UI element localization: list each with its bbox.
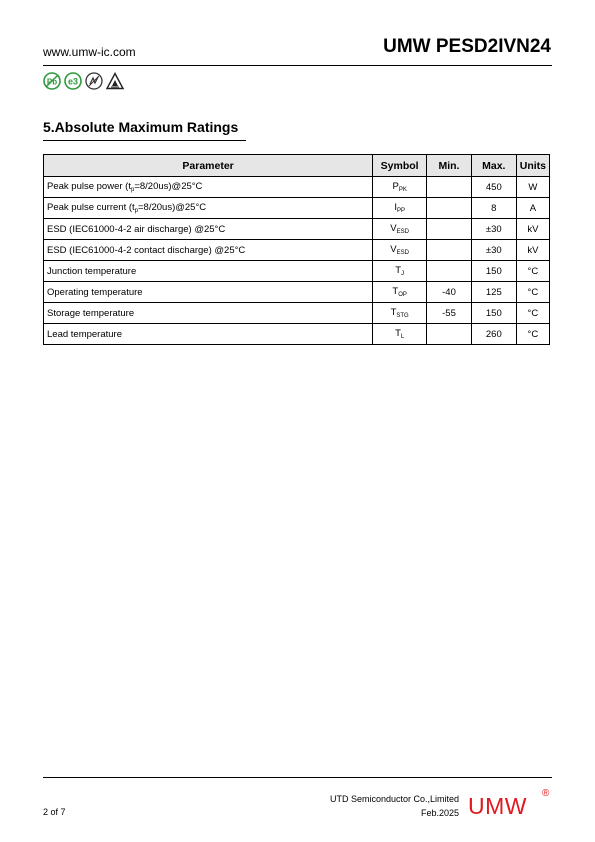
param-text: Peak pulse power (t (47, 181, 131, 192)
min-cell: -55 (427, 303, 472, 324)
compliance-icons (43, 72, 124, 90)
symbol-letter: T (395, 265, 402, 276)
svg-text:e3: e3 (67, 76, 79, 87)
umw-logo: UMW (468, 793, 527, 819)
issue-date: Feb.2025 (420, 808, 459, 818)
esd-warning-icon (106, 72, 124, 90)
table-row (44, 282, 550, 303)
symbol-letter: T (392, 286, 399, 297)
min-cell (427, 261, 472, 282)
table-row (44, 324, 550, 345)
symbol-cell (373, 282, 427, 303)
max-cell: 450 (471, 177, 516, 198)
max-cell: 125 (471, 282, 516, 303)
max-cell: 150 (471, 261, 516, 282)
header-min: Min. (427, 155, 472, 177)
max-cell: 8 (471, 198, 516, 219)
min-cell (427, 198, 472, 219)
min-cell (427, 240, 472, 261)
footer-rule (43, 777, 552, 778)
ratings-table (43, 154, 550, 345)
header-max: Max. (471, 155, 516, 177)
param-text: Operating temperature (47, 286, 143, 298)
symbol-letter: I (394, 202, 397, 213)
param-text: Lead temperature (47, 328, 122, 340)
param-cell (44, 324, 373, 345)
unit-cell: A (516, 198, 549, 219)
max-cell: ±30 (471, 219, 516, 240)
symbol-sub: OP (398, 292, 407, 298)
halogen-free-icon (85, 72, 103, 90)
param-text-tail: =8/20us)@25°C (134, 181, 203, 192)
param-sub: p (134, 208, 138, 214)
table-row (44, 261, 550, 282)
symbol-letter: T (390, 307, 397, 318)
symbol-sub: ESD (396, 229, 409, 235)
param-text-tail: =8/20us)@25°C (138, 202, 207, 213)
param-cell (44, 240, 373, 261)
table-row (44, 303, 550, 324)
symbol-cell (373, 240, 427, 261)
svg-text:Pb: Pb (46, 77, 58, 87)
section-title: 5.Absolute Maximum Ratings (43, 119, 239, 135)
max-cell: 260 (471, 324, 516, 345)
page-number: 2 of 7 (43, 807, 66, 817)
symbol-sub: PK (398, 187, 407, 193)
symbol-letter: T (395, 328, 401, 339)
param-sub: p (130, 187, 135, 193)
header-rule (43, 65, 552, 66)
e3-icon (64, 72, 82, 90)
symbol-letter: V (390, 244, 397, 255)
unit-cell: °C (516, 303, 549, 324)
unit-cell: kV (516, 240, 549, 261)
symbol-sub: ESD (396, 250, 409, 256)
symbol-cell (373, 177, 427, 198)
min-cell: -40 (427, 282, 472, 303)
symbol-cell (373, 198, 427, 219)
param-cell (44, 261, 373, 282)
param-cell (44, 198, 373, 219)
symbol-cell (373, 303, 427, 324)
unit-cell: °C (516, 324, 549, 345)
symbol-sub: PP (396, 208, 405, 214)
unit-cell: °C (516, 261, 549, 282)
min-cell (427, 177, 472, 198)
symbol-letter: P (392, 181, 399, 192)
registered-mark: ® (542, 788, 550, 799)
param-text: Junction temperature (47, 265, 137, 277)
symbol-letter: V (390, 223, 397, 234)
pb-free-icon (43, 72, 61, 90)
unit-cell: °C (516, 282, 549, 303)
table-row (44, 198, 550, 219)
symbol-sub: L (400, 334, 405, 340)
section-underline (43, 140, 246, 141)
header-parameter: Parameter (44, 155, 373, 177)
table-row (44, 177, 550, 198)
symbol-cell (373, 324, 427, 345)
param-cell (44, 303, 373, 324)
param-cell (44, 219, 373, 240)
table-row (44, 219, 550, 240)
product-title: UMW PESD2IVN24 (383, 36, 551, 57)
param-cell (44, 177, 373, 198)
min-cell (427, 219, 472, 240)
param-text: ESD (IEC61000-4-2 contact discharge) @25°C (47, 244, 246, 256)
symbol-sub: J (401, 271, 405, 277)
param-text: ESD (IEC61000-4-2 air discharge) @25°C (47, 223, 226, 235)
symbol-cell (373, 219, 427, 240)
header-units: Units (516, 155, 549, 177)
table-header-row (44, 155, 550, 177)
min-cell (427, 324, 472, 345)
table-row (44, 240, 550, 261)
max-cell: ±30 (471, 240, 516, 261)
unit-cell: kV (516, 219, 549, 240)
website-url: www.umw-ic.com (43, 45, 136, 59)
symbol-sub: STG (396, 313, 409, 319)
symbol-cell (373, 261, 427, 282)
param-cell (44, 282, 373, 303)
max-cell: 150 (471, 303, 516, 324)
header-symbol: Symbol (373, 155, 427, 177)
company-name: UTD Semiconductor Co.,Limited (329, 794, 459, 804)
unit-cell: W (516, 177, 549, 198)
param-text: Storage temperature (47, 307, 135, 319)
param-text: Peak pulse current (t (47, 202, 135, 213)
